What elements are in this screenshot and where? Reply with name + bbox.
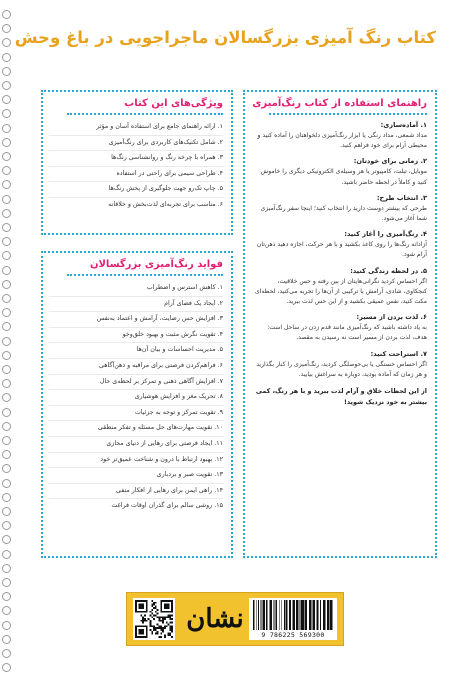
benefit-item: ۱۴. راهی ایمن برای رهایی از افکار منفی [49,484,223,500]
benefit-item: ۹. تقویت تمرکز و توجه به جزئیات [49,406,223,422]
feature-item: ۴. طراحی سیمی برای راحتی در استفاده [49,167,223,183]
benefit-item: ۱۳. تقویت صبر و بردباری [49,468,223,484]
spiral-hole [2,109,11,118]
guide-section-text: اگر احساس خستگی یا بی‌حوصلگی کردید، رنگ‌آمیزی را کنار بگذارید و هر زمان که آماده بودید، دوباره به سراغش بیایید. [256,360,427,378]
spiral-hole [2,67,11,76]
guide-heading: راهنمای استفاده از کتاب رنگ‌آمیزی [252,98,427,109]
feature-item: ۱. ارائه راهنمای جامع برای استفاده آسان و مؤثر [49,120,223,136]
spiral-hole [2,393,11,402]
guide-section-title: ۳. انتخاب طرح: [376,193,427,202]
benefit-item: ۶. فراهم‌کردن فرصتی برای مراقبه و ذهن‌آگاهی [49,359,223,375]
spiral-hole [2,521,11,530]
guide-section-text: اگر احساس کردید نگرانی‌هایتان از بین رفته و حس خلاقیت، کنجکاوی، شادی، آرامش یا ترکیبی از آن‌ها را تجربه می‌کنید، لحظه‌ای مکث کنید، نفس عمیقی بکشید و از این حس لذت ببرید. [254,277,427,306]
guide-box [243,90,437,558]
spiral-hole [2,294,11,303]
guide-heading-underline [269,113,427,115]
spiral-hole [2,550,11,559]
spiral-hole [2,24,11,33]
spiral-hole [2,493,11,502]
spiral-hole [2,322,11,331]
isbn-barcode [249,598,337,640]
guide-section-title: ۶. لذت بردن از مسیر: [356,313,427,322]
spiral-hole [2,223,11,232]
spiral-hole [2,351,11,360]
spiral-hole [2,124,11,133]
feature-item: ۲. شامل تکنیک‌های کاربردی برای رنگ‌آمیزی [49,136,223,152]
spiral-hole [2,308,11,317]
features-box [41,90,233,235]
features-heading: ویژگی‌های این کتاب [124,98,223,109]
spiral-hole [2,479,11,488]
benefit-item: ۱۱. ایجاد فرصتی برای رهایی از دنیای مجازی [49,437,223,453]
spiral-hole [2,10,11,19]
spiral-hole [2,38,11,47]
spiral-hole [2,280,11,289]
spiral-hole [2,81,11,90]
spiral-hole [2,507,11,516]
feature-item: ۵. چاپ تک‌رو جهت جلوگیری از پخش رنگ‌ها [49,182,223,198]
publisher-logo: نشان [186,604,244,634]
benefit-item: ۵. مدیریت احساسات و بیان آن‌ها [49,343,223,359]
benefit-item: ۱۰. تقویت مهارت‌های حل مسئله و تفکر منطقی [49,421,223,437]
benefit-item: ۴. تقویت نگرش مثبت و بهبود خلق‌وخو [49,328,223,344]
spiral-hole [2,195,11,204]
spiral-hole [2,592,11,601]
benefits-list [43,279,231,514]
spiral-hole [2,464,11,473]
spiral-binding [0,0,12,675]
spiral-hole [2,166,11,175]
benefits-heading-underline [67,274,223,276]
spiral-hole [2,95,11,104]
benefit-item: ۱۵. روشی سالم برای گذران اوقات فراغت [111,502,223,510]
spiral-hole [2,606,11,615]
qr-code [133,598,175,640]
spiral-hole [2,237,11,246]
feature-item: ۳. همراه با چرخه رنگ و روانشناسی رنگ‌ها [49,151,223,167]
guide-section-title: ۵. در لحظه زندگی کنید: [350,266,427,275]
spiral-hole [2,379,11,388]
spiral-hole [2,408,11,417]
guide-section-title: ۷. استراحت کنید: [370,349,427,358]
benefit-item: ۳. افزایش حس رضایت، آرامش و اعتماد به‌نفس [49,312,223,328]
spiral-hole [2,436,11,445]
spiral-hole [2,663,11,672]
benefit-item: ۲. ایجاد یک فضای آرام [49,297,223,313]
spiral-hole [2,578,11,587]
page-title: کتاب رنگ آمیزی بزرگسالان ماجراجویی در باغ وحش [14,28,436,47]
benefit-item: ۷. افزایش آگاهی ذهنی و تمرکز بر لحظه‌ی حال [49,375,223,391]
spiral-hole [2,535,11,544]
spiral-hole [2,266,11,275]
benefits-heading: فواید رنگ‌آمیزی بزرگسالان [89,259,223,270]
barcode-strip [126,592,344,646]
isbn-number: 9 786225 569300 [261,631,325,639]
benefit-item: ۸. تحریک مغز و افزایش هوشیاری [49,390,223,406]
spiral-hole [2,138,11,147]
spiral-hole [2,621,11,630]
guide-section-text: طرحی که بیشتر دوست دارید را انتخاب کنید؛ اینجا سفر رنگ‌آمیزی شما آغاز می‌شود. [260,204,427,223]
spiral-hole [2,209,11,218]
guide-sections [245,121,435,380]
guide-closing: از این لحظات خلاق و آرام لذت ببرید و با هر رنگ، کمی بیشتر به خود نزدیک شوید! [255,387,427,406]
guide-section-text: آزادانه رنگ‌ها را روی کاغذ بکشید و با هر حرکت، اجازه دهید ذهن‌تان آرام شود. [256,241,427,259]
spiral-hole [2,450,11,459]
spiral-hole [2,635,11,644]
feature-item: ۶. مناسب برای تجربه‌ای لذت‌بخش و خلاقانه [108,200,223,208]
guide-section-title: ۲. زمانی برای خودتان: [353,157,427,166]
spiral-hole [2,337,11,346]
features-list [43,118,231,213]
guide-section-title: ۱. آماده‌سازی: [380,121,427,129]
spiral-hole [2,365,11,374]
benefit-item: ۱۲. بهبود ارتباط با درون و شناخت عمیق‌تر خود [49,453,223,469]
spiral-hole [2,564,11,573]
benefits-box [41,251,233,558]
guide-section-text: به یاد داشته باشید که رنگ‌آمیزی مانند قدم زدن در ساحل است: هدف، لذت بردن از مسیر است نه رسیدن به مقصد. [267,324,427,342]
guide-section-text: مداد شمعی، مداد رنگی یا ابزار رنگ‌آمیزی دلخواهتان را آماده کنید و محیطی آرام برای خود فراهم کنید. [257,132,427,150]
spiral-hole [2,251,11,260]
guide-section-text: موبایل، تبلت، کامپیوتر یا هر وسیله‌ی الکترونیکی دیگری را خاموش کنید و کاملاً در لحظه حاضر باشید. [260,168,427,186]
guide-section-title: ۴. رنگ‌آمیزی را آغاز کنید: [344,230,427,239]
spiral-hole [2,422,11,431]
spiral-hole [2,152,11,161]
benefit-item: ۱. کاهش استرس و اضطراب [49,281,223,297]
features-heading-underline [67,113,223,115]
spiral-hole [2,649,11,658]
spiral-hole [2,53,11,62]
spiral-hole [2,180,11,189]
